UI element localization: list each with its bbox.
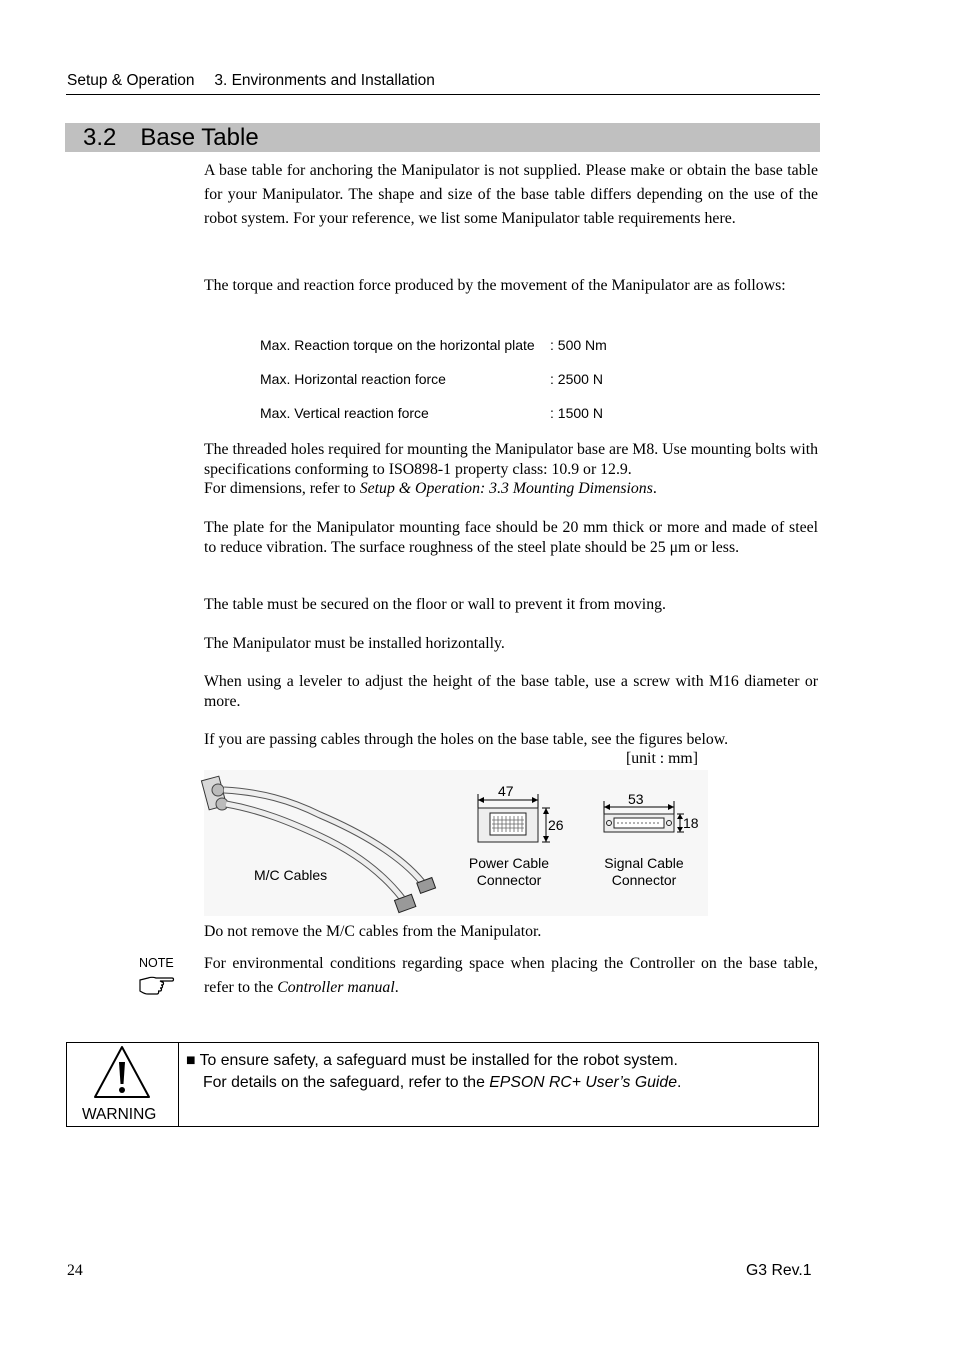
power-connector-width: 47: [498, 783, 514, 799]
page-number: 24: [67, 1262, 83, 1279]
spec-label-vertical: Max. Vertical reaction force: [260, 405, 429, 421]
mc-cables-label: M/C Cables: [254, 867, 328, 883]
epson-guide-reference[interactable]: EPSON RC+ User’s Guide: [489, 1074, 677, 1091]
dimensions-prefix: For dimensions, refer to: [204, 480, 360, 497]
spec-value-horizontal: : 2500 N: [550, 371, 603, 387]
warning-bullet: ■: [186, 1052, 196, 1069]
power-connector-label-line1: Power Cable: [468, 855, 550, 871]
note-text-suffix: .: [394, 979, 399, 996]
warning-divider: [178, 1042, 179, 1127]
power-connector-drawing: [478, 794, 550, 842]
spec-label-torque: Max. Reaction torque on the horizontal plate: [260, 337, 535, 353]
header-rule: [66, 94, 820, 95]
dimensions-suffix: .: [652, 480, 657, 497]
power-connector-height: 26: [548, 817, 564, 833]
warning-text: [186, 1050, 681, 1094]
unit-label: [unit : mm]: [626, 750, 698, 767]
do-not-remove-paragraph: Do not remove the M/C cables from the Manipulator.: [204, 923, 542, 940]
cables-paragraph: If you are passing cables through the holes on the base table, see the figures below.: [204, 731, 729, 748]
warning-line-1-text: To ensure safety, a safeguard must be installed for the robot system.: [199, 1052, 678, 1069]
spec-label-horizontal: Max. Horizontal reaction force: [260, 371, 446, 387]
spec-value-vertical: : 1500 N: [550, 405, 603, 421]
warning-line-2-suffix: .: [677, 1074, 682, 1091]
document-revision: G3 Rev.1: [746, 1262, 812, 1279]
section-title: 3.2 Base Table: [83, 124, 259, 151]
horizontal-paragraph: The Manipulator must be installed horizontally.: [204, 635, 505, 652]
mc-cables-drawing: [201, 776, 435, 912]
signal-connector-height: 18: [683, 815, 699, 831]
running-header: Setup & Operation 3. Environments and Installation: [67, 72, 435, 89]
leveler-paragraph: When using a leveler to adjust the height of the base table, use a screw with M16 diameter or more.: [204, 673, 818, 710]
note-text-prefix: For environmental conditions regarding space when placing the Controller on the base table, refer to the: [204, 955, 818, 996]
signal-connector-label-line1: Signal Cable: [604, 855, 684, 871]
warning-triangle-icon: [92, 1044, 152, 1100]
power-connector-label: [460, 855, 558, 889]
note-label: NOTE: [139, 956, 174, 970]
intro-paragraph: A base table for anchoring the Manipulator is not supplied. Please make or obtain the base table for your Manipulator. The shape and size of the base table differs depending on the use of the robot system. For your reference, we list some Manipulator table requirements here.: [204, 162, 818, 227]
dimensions-reference-line: [204, 479, 818, 499]
note-text: [204, 952, 818, 1000]
warning-line-1: [186, 1050, 681, 1072]
secured-paragraph: The table must be secured on the floor or wall to prevent it from moving.: [204, 596, 666, 613]
spec-value-torque: : 500 Nm: [550, 337, 607, 353]
signal-connector-label-line2: Connector: [611, 872, 677, 888]
controller-manual-reference[interactable]: Controller manual: [277, 979, 395, 996]
pointing-hand-icon: [138, 974, 176, 996]
warning-line-2: [186, 1072, 681, 1094]
plate-paragraph: The plate for the Manipulator mounting face should be 20 mm thick or more and made of steel to reduce vibration. The surface roughness of the steel plate should be 25 μm or less.: [204, 519, 818, 556]
signal-connector-label: [594, 855, 694, 889]
signal-connector-drawing: [604, 801, 684, 832]
warning-label: WARNING: [82, 1106, 157, 1123]
signal-connector-width: 53: [628, 791, 644, 807]
warning-line-2-prefix: For details on the safeguard, refer to the: [203, 1074, 490, 1091]
dimensions-reference[interactable]: Setup & Operation: 3.3 Mounting Dimensions: [359, 480, 653, 497]
torque-intro-paragraph: The torque and reaction force produced by the movement of the Manipulator are as follows:: [204, 277, 786, 294]
power-connector-label-line2: Connector: [476, 872, 542, 888]
threaded-holes-paragraph: The threaded holes required for mounting the Manipulator base are M8. Use mounting bolts with specifications conforming to ISO898-1 property class: 10.9 or 12.9.: [204, 441, 818, 478]
